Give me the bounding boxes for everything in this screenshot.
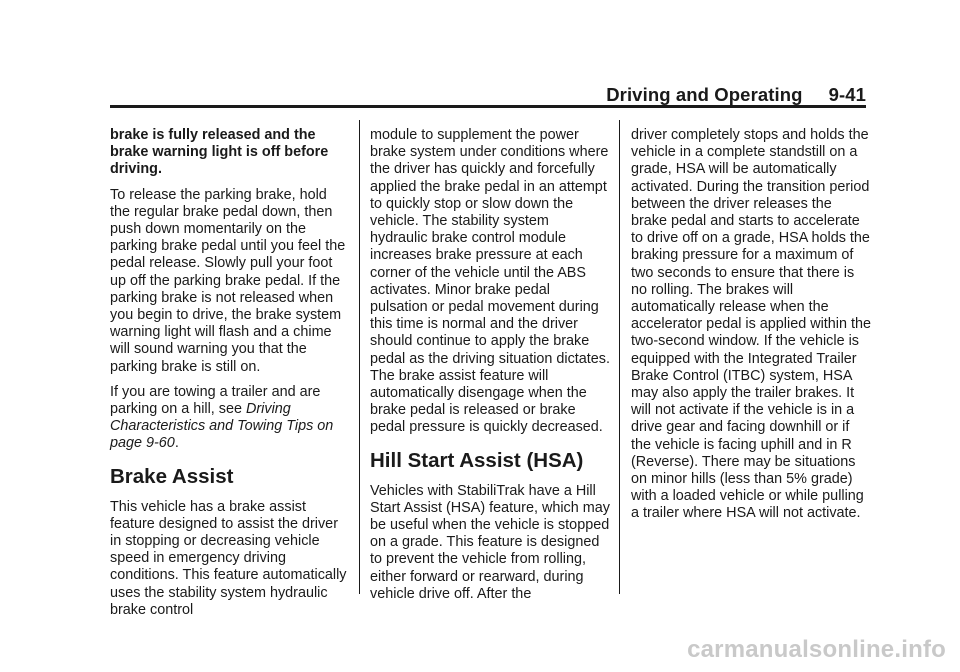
paragraph: Vehicles with StabiliTrak have a Hill Start Assist (HSA) feature, which may be useful when the vehicle is stopped on a grade. This feature is designed to prevent the vehicle from rolling, either forward or rearward, during vehicle drive off. After the [370,482,610,602]
paragraph: driver completely stops and holds the vehicle in a complete standstill on a grade, HSA will be automatically activated. During the transition period between the driver releases the brake pedal and starts to accelerate to drive off on a grade, HSA holds the braking pressure for a maximum of two seconds to ensure that there is no rolling. The brakes will automatically release when the accelerator pedal is applied within the two-second window. If the vehicle is equipped with the Integrated Trailer Brake Control (ITBC) system, HSA may also apply the trailer brakes. It will not activate if the vehicle is in a drive gear and facing downhill or if the vehicle is facing uphill and in R (Reverse). There may be situations on minor hills (less than 5% grade) with a loaded vehicle or while pulling a trailer where HSA will not activate. [631,127,871,522]
watermark: carmanualsonline.info [687,636,946,663]
column-divider [359,120,360,594]
section-heading: Hill Start Assist (HSA) [370,448,584,472]
cross-reference-link[interactable]: Driving Characteristics and Towing Tips on page 9-60 [110,401,334,452]
column-divider [619,120,620,594]
paragraph [110,384,350,453]
section-title: Driving and Operating [606,84,803,105]
paragraph: module to supplement the power brake system under conditions where the driver has quickly and forcefully applied the brake pedal in an attempt to quickly stop or slow down the vehicle. The stability system hydraulic brake control module increases brake pressure at each corner of the vehicle until the ABS activates. Minor brake pedal pulsation or pedal movement during this time is normal and the driver should continue to apply the brake pedal as the driving situation dictates. The brake assist feature will automatically disengage when the brake pedal is released or brake pedal pressure is quickly decreased. [370,127,610,436]
header-rule [110,105,866,108]
paragraph: brake is fully released and the brake warning light is off before driving. [110,127,329,178]
page-number: 9-41 [828,84,866,105]
column-1 [110,127,350,627]
page-header [110,84,866,106]
section-heading: Brake Assist [110,464,234,488]
column-3 [631,127,871,531]
column-2 [370,127,610,611]
paragraph: This vehicle has a brake assist feature designed to assist the driver in stopping or decreasing vehicle speed in emergency driving conditions. This feature automatically uses the stability system hydraulic brake control [110,498,347,618]
paragraph-text: If you are towing a trailer and are parking on a hill, see [110,383,321,418]
paragraph: To release the parking brake, hold the regular brake pedal down, then push down momentarily on the parking brake pedal until you feel the pedal release. Slowly pull your foot up off the parking brake pedal. If the parking brake is not released when you begin to drive, the brake system warning light will flash and a chime will sound warning you that the parking brake is still on. [110,186,346,375]
paragraph-text: . [174,435,179,452]
